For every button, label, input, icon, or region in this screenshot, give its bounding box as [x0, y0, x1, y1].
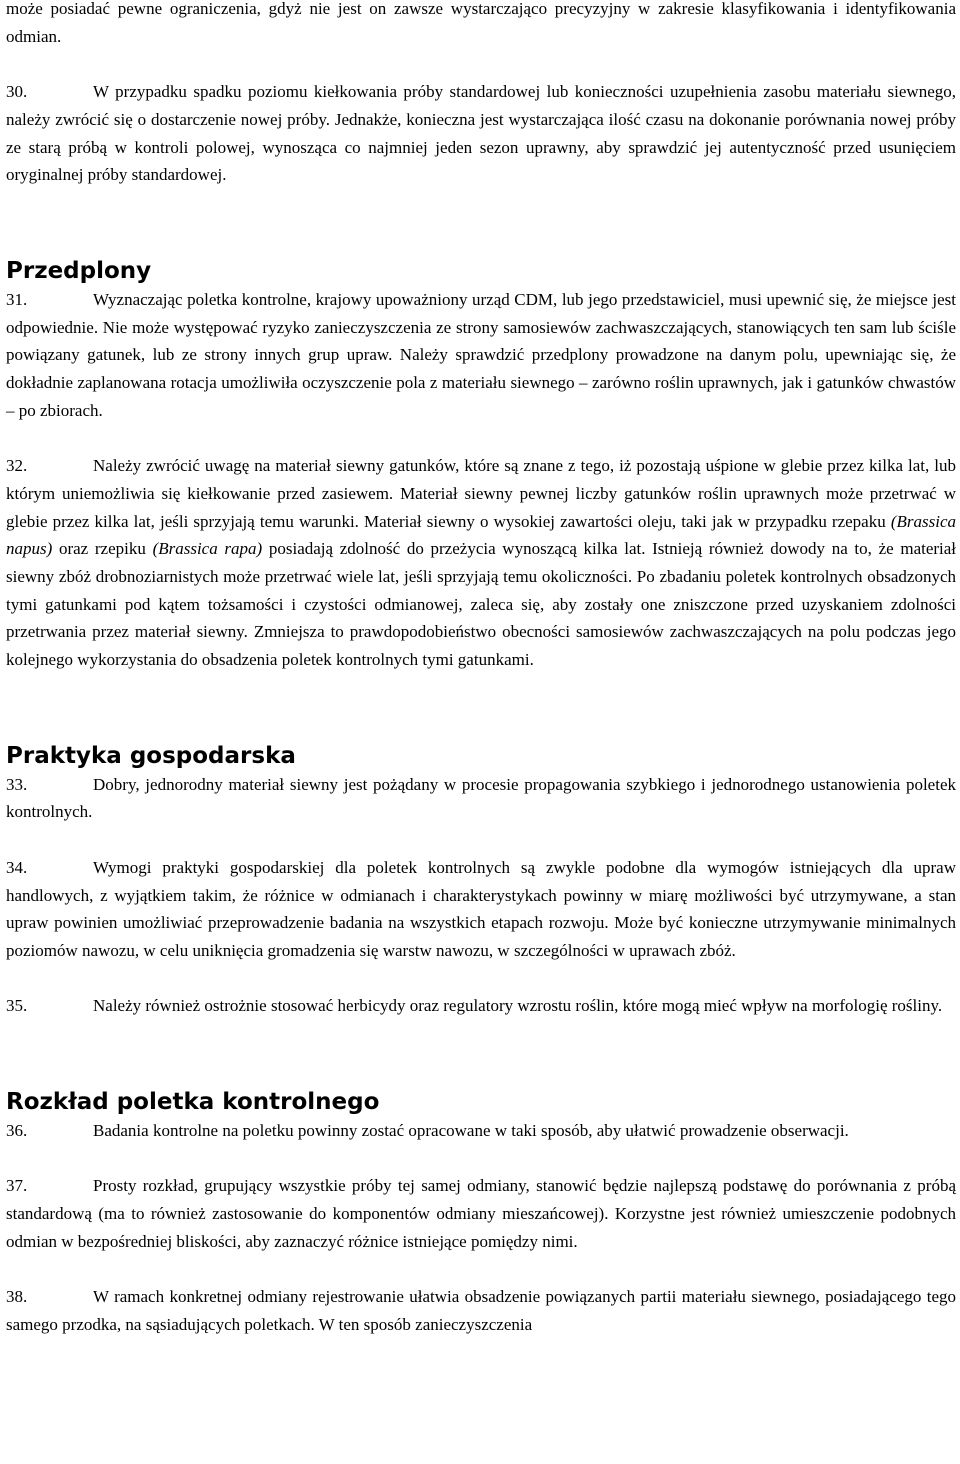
species-name-brassica-napus: (Brassica napus) — [6, 511, 957, 559]
paragraph-number: 32. — [6, 456, 28, 476]
paragraph-text: Dobry, jednorodny materiał siewny jest pożądany w procesie propagowania szybkiego i jednorodnego ustanowienia poletek kontrolnych. — [6, 774, 956, 822]
paragraph-text: Wymogi praktyki gospodarskiej dla poletek kontrolnych są zwykle podobne dla wymogów istniejących dla upraw handlowych, z wyjątkiem takim, że różnice w odmianach i charakterystykach powinny w miarę możliwości być utrzymywane, a stan upraw powinien umożliwiać przeprowadzenie badania na wszystkich etapach rozwoju. Może być konieczne utrzymywanie minimalnych poziomów nawozu, w celu uniknięcia gromadzenia się warstw nawozu, w szczególności w uprawach zbóż. — [6, 857, 956, 960]
paragraph-30 — [6, 78, 956, 189]
paragraph-text: Badania kontrolne na poletku powinny zostać opracowane w taki sposób, aby ułatwić prowadzenie obserwacji. — [93, 1120, 849, 1140]
paragraph-32 — [6, 452, 956, 674]
paragraph-text: Należy również ostrożnie stosować herbicydy oraz regulatory wzrostu roślin, które mogą mieć wpływ na morfologię rośliny. — [93, 996, 943, 1016]
paragraph-text: W przypadku spadku poziomu kiełkowania próby standardowej lub konieczności uzupełnienia zasobu materiału siewnego, należy zwrócić się o dostarczenie nowej próby. Jednakże, konieczna jest wystarczająca ilość czasu na dokonanie porównania nowej próby ze starą próbą w kontroli polowej, wynosząca co najmniej jeden sezon uprawny, aby sprawdzić jej autentyczność przed usunięciem oryginalnej próby standardowej. — [6, 82, 956, 185]
paragraph-text: W ramach konkretnej odmiany rejestrowanie ułatwia obsadzenie powiązanych partii materiału siewnego, posiadającego tego samego przodka, na sąsiadujących poletkach. W ten sposób zanieczyszczenia — [6, 1287, 956, 1334]
paragraph-33 — [6, 771, 956, 826]
section-heading-praktyka-gospodarska: Praktyka gospodarska — [6, 743, 296, 769]
paragraph-number: 35. — [6, 996, 28, 1016]
section-heading-rozklad-poletka: Rozkład poletka kontrolnego — [6, 1089, 380, 1116]
paragraph-number: 34. — [6, 857, 28, 877]
paragraph-text: Prosty rozkład, grupujący wszystkie próby tej samej odmiany, stanowić będzie najlepszą podstawę do porównania z próbą standardową (ma to również zastosowanie do komponentów odmiany mieszańcowej). Korzystne jest również umieszczenie podobnych odmian w bezpośredniej bliskości, aby zaznaczyć różnice istniejące pomiędzy nimi. — [6, 1176, 956, 1251]
paragraph-38 — [6, 1283, 956, 1338]
intro-paragraph — [6, 0, 956, 50]
intro-text: może posiadać pewne ograniczenia, gdyż nie jest on zawsze wystarczająco precyzyjny w zakresie klasyfikowania i identyfikowania odmian. — [6, 0, 956, 46]
paragraph-text: Wyznaczając poletka kontrolne, krajowy upoważniony urząd CDM, lub jego przedstawiciel, musi upewnić się, że miejsce jest odpowiednie. Nie może występować ryzyko zanieczyszczenia ze strony samosiewów zachwaszczających, stanowiących ten sam lub ściśle powiązany gatunek, lub ze strony innych grup upraw. Należy sprawdzić przedplony prowadzone na danym polu, upewniając się, że dokładnie zaplanowana rotacja umożliwiła oczyszczenie pola z materiału siewnego – zarówno roślin uprawnych, jak i gatunków chwastów – po zbiorach. — [6, 289, 956, 420]
paragraph-number: 33. — [6, 774, 28, 794]
paragraph-36 — [6, 1117, 956, 1145]
paragraph-31 — [6, 286, 956, 425]
paragraph-text-b: oraz rzepiku — [58, 539, 146, 559]
paragraph-34 — [6, 854, 956, 965]
paragraph-number: 31. — [6, 289, 28, 309]
paragraph-number: 37. — [6, 1176, 28, 1196]
paragraph-number: 38. — [6, 1287, 28, 1307]
paragraph-37 — [6, 1172, 956, 1255]
section-heading-przedplony: Przedplony — [6, 258, 152, 285]
species-name-brassica-rapa: (Brassica rapa) — [152, 539, 263, 559]
paragraph-35 — [6, 992, 956, 1020]
document-page — [6, 0, 956, 1339]
paragraph-number: 30. — [6, 82, 28, 102]
paragraph-text-c: posiadają zdolność do przeżycia wynoszącą kilka lat. Istnieją również dowody na to, że materiał siewny zbóż drobnoziarnistych może przetrwać wiele lat, jeśli sprzyjają temu okoliczności. Po zbadaniu poletek kontrolnych obsadzonych tymi gatunkami pod kątem tożsamości i czystości odmianowej, zaleca się, aby zostały one zniszczone przed uzyskaniem zdolności przetrwania przez materiał siewny. Zmniejsza to prawdopodobieństwo obecności samosiewów zachwaszczających na polu podczas jego kolejnego wykorzystania do obsadzenia poletek kontrolnych tymi gatunkami. — [6, 539, 957, 670]
paragraph-text-a: Należy zwrócić uwagę na materiał siewny gatunków, które są znane z tego, iż pozostają uśpione w glebie przez kilka lat, lub którym uniemożliwia się kiełkowanie przed zasiewem. Materiał siewny pewnej liczby gatunków roślin uprawnych może przetrwać w glebie przez kilka lat, jeśli sprzyjają temu warunki. Materiał siewny o wysokiej zawartości oleju, taki jak w przypadku rzepaku — [6, 456, 956, 531]
paragraph-number: 36. — [6, 1120, 28, 1140]
